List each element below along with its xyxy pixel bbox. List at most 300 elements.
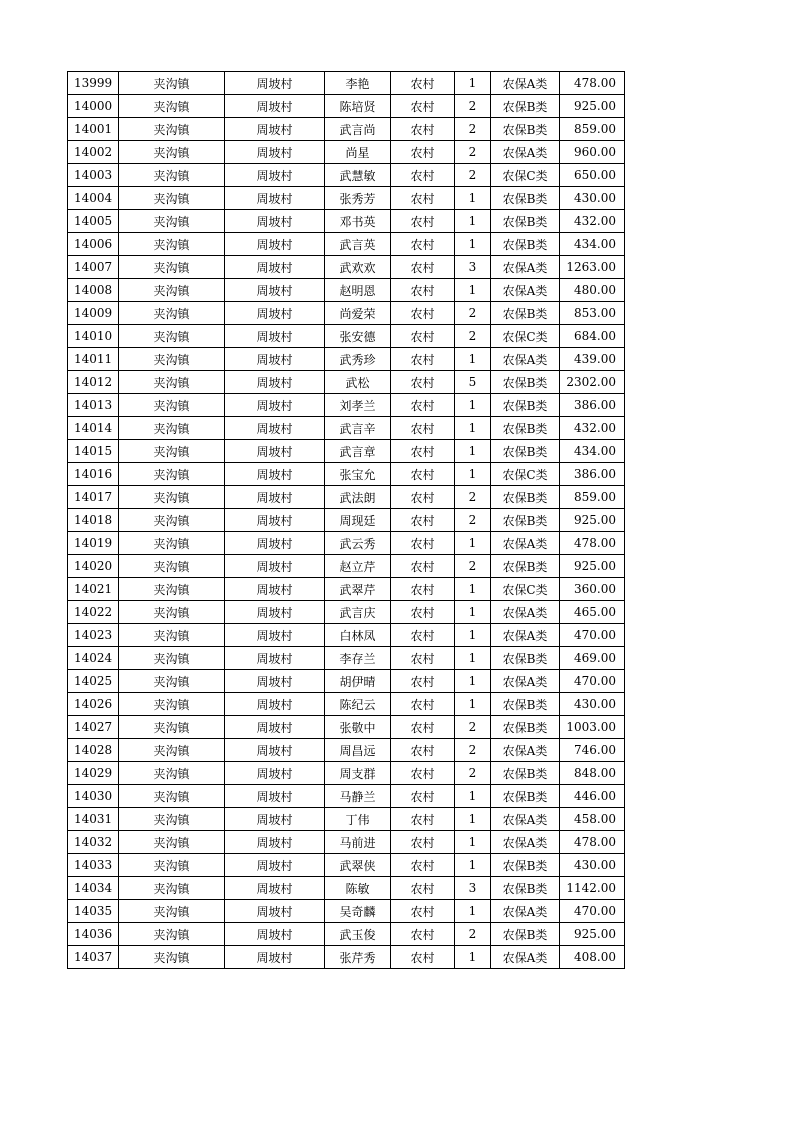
table-row — [68, 739, 625, 762]
household-count-cell: 1 — [455, 854, 491, 877]
record-id-cell: 14017 — [68, 486, 119, 509]
household-count-cell: 1 — [455, 578, 491, 601]
amount-cell: 430.00 — [560, 854, 625, 877]
area-type-cell: 农村 — [391, 325, 455, 348]
name-cell: 武言庆 — [325, 601, 391, 624]
record-id-cell: 14003 — [68, 164, 119, 187]
village-cell: 周坡村 — [225, 95, 325, 118]
town-cell: 夹沟镇 — [119, 532, 225, 555]
amount-cell: 432.00 — [560, 417, 625, 440]
household-count-cell: 2 — [455, 486, 491, 509]
table-row — [68, 72, 625, 95]
insurance-category-cell: 农保B类 — [491, 187, 560, 210]
table-row — [68, 371, 625, 394]
town-cell: 夹沟镇 — [119, 325, 225, 348]
record-id-cell: 14004 — [68, 187, 119, 210]
village-cell: 周坡村 — [225, 555, 325, 578]
amount-cell: 1003.00 — [560, 716, 625, 739]
village-cell: 周坡村 — [225, 877, 325, 900]
record-id-cell: 14034 — [68, 877, 119, 900]
name-cell: 邓书英 — [325, 210, 391, 233]
household-count-cell: 2 — [455, 141, 491, 164]
town-cell: 夹沟镇 — [119, 509, 225, 532]
area-type-cell: 农村 — [391, 716, 455, 739]
town-cell: 夹沟镇 — [119, 670, 225, 693]
town-cell: 夹沟镇 — [119, 762, 225, 785]
amount-cell: 430.00 — [560, 187, 625, 210]
town-cell: 夹沟镇 — [119, 578, 225, 601]
table-row — [68, 141, 625, 164]
household-count-cell: 1 — [455, 417, 491, 440]
area-type-cell: 农村 — [391, 141, 455, 164]
amount-cell: 925.00 — [560, 509, 625, 532]
name-cell: 赵明恩 — [325, 279, 391, 302]
household-count-cell: 3 — [455, 256, 491, 279]
record-id-cell: 14011 — [68, 348, 119, 371]
village-cell: 周坡村 — [225, 923, 325, 946]
amount-cell: 848.00 — [560, 762, 625, 785]
area-type-cell: 农村 — [391, 302, 455, 325]
town-cell: 夹沟镇 — [119, 946, 225, 969]
record-id-cell: 14026 — [68, 693, 119, 716]
table-row — [68, 601, 625, 624]
insurance-category-cell: 农保A类 — [491, 808, 560, 831]
village-cell: 周坡村 — [225, 532, 325, 555]
town-cell: 夹沟镇 — [119, 601, 225, 624]
area-type-cell: 农村 — [391, 670, 455, 693]
table-row — [68, 532, 625, 555]
household-count-cell: 1 — [455, 601, 491, 624]
village-cell: 周坡村 — [225, 624, 325, 647]
insurance-category-cell: 农保A类 — [491, 141, 560, 164]
table-row — [68, 256, 625, 279]
table-row — [68, 854, 625, 877]
table-row — [68, 348, 625, 371]
area-type-cell: 农村 — [391, 233, 455, 256]
household-count-cell: 2 — [455, 739, 491, 762]
insurance-category-cell: 农保B类 — [491, 95, 560, 118]
insurance-category-cell: 农保A类 — [491, 624, 560, 647]
household-count-cell: 1 — [455, 440, 491, 463]
village-cell: 周坡村 — [225, 394, 325, 417]
town-cell: 夹沟镇 — [119, 233, 225, 256]
town-cell: 夹沟镇 — [119, 394, 225, 417]
record-id-cell: 14027 — [68, 716, 119, 739]
table-row — [68, 95, 625, 118]
village-cell: 周坡村 — [225, 187, 325, 210]
name-cell: 武法朗 — [325, 486, 391, 509]
village-cell: 周坡村 — [225, 348, 325, 371]
town-cell: 夹沟镇 — [119, 785, 225, 808]
record-id-cell: 14021 — [68, 578, 119, 601]
village-cell: 周坡村 — [225, 739, 325, 762]
village-cell: 周坡村 — [225, 440, 325, 463]
insurance-category-cell: 农保B类 — [491, 118, 560, 141]
record-id-cell: 14020 — [68, 555, 119, 578]
household-count-cell: 1 — [455, 900, 491, 923]
insurance-category-cell: 农保B类 — [491, 762, 560, 785]
insurance-category-cell: 农保C类 — [491, 325, 560, 348]
town-cell: 夹沟镇 — [119, 463, 225, 486]
amount-cell: 470.00 — [560, 624, 625, 647]
insurance-category-cell: 农保A类 — [491, 946, 560, 969]
town-cell: 夹沟镇 — [119, 187, 225, 210]
area-type-cell: 农村 — [391, 440, 455, 463]
record-id-cell: 14029 — [68, 762, 119, 785]
village-cell: 周坡村 — [225, 716, 325, 739]
insurance-category-cell: 农保B类 — [491, 923, 560, 946]
town-cell: 夹沟镇 — [119, 141, 225, 164]
record-id-cell: 14031 — [68, 808, 119, 831]
insurance-category-cell: 农保B类 — [491, 394, 560, 417]
area-type-cell: 农村 — [391, 762, 455, 785]
area-type-cell: 农村 — [391, 946, 455, 969]
town-cell: 夹沟镇 — [119, 877, 225, 900]
amount-cell: 478.00 — [560, 831, 625, 854]
table-row — [68, 233, 625, 256]
area-type-cell: 农村 — [391, 279, 455, 302]
record-id-cell: 14009 — [68, 302, 119, 325]
town-cell: 夹沟镇 — [119, 348, 225, 371]
area-type-cell: 农村 — [391, 486, 455, 509]
record-id-cell: 14006 — [68, 233, 119, 256]
insurance-category-cell: 农保B类 — [491, 555, 560, 578]
village-cell: 周坡村 — [225, 72, 325, 95]
name-cell: 陈培贤 — [325, 95, 391, 118]
insurance-category-cell: 农保A类 — [491, 256, 560, 279]
household-count-cell: 1 — [455, 187, 491, 210]
name-cell: 吴奇麟 — [325, 900, 391, 923]
name-cell: 武松 — [325, 371, 391, 394]
table-row — [68, 164, 625, 187]
name-cell: 胡伊晴 — [325, 670, 391, 693]
record-id-cell: 14016 — [68, 463, 119, 486]
town-cell: 夹沟镇 — [119, 647, 225, 670]
name-cell: 周昌远 — [325, 739, 391, 762]
table-row — [68, 716, 625, 739]
household-count-cell: 2 — [455, 509, 491, 532]
name-cell: 张秀芳 — [325, 187, 391, 210]
record-id-cell: 14030 — [68, 785, 119, 808]
amount-cell: 925.00 — [560, 95, 625, 118]
amount-cell: 439.00 — [560, 348, 625, 371]
area-type-cell: 农村 — [391, 463, 455, 486]
insurance-category-cell: 农保A类 — [491, 739, 560, 762]
area-type-cell: 农村 — [391, 256, 455, 279]
insurance-category-cell: 农保B类 — [491, 371, 560, 394]
amount-cell: 360.00 — [560, 578, 625, 601]
amount-cell: 1263.00 — [560, 256, 625, 279]
town-cell: 夹沟镇 — [119, 808, 225, 831]
record-id-cell: 14023 — [68, 624, 119, 647]
name-cell: 武欢欢 — [325, 256, 391, 279]
town-cell: 夹沟镇 — [119, 854, 225, 877]
area-type-cell: 农村 — [391, 877, 455, 900]
area-type-cell: 农村 — [391, 95, 455, 118]
household-count-cell: 1 — [455, 394, 491, 417]
table-row — [68, 187, 625, 210]
amount-cell: 746.00 — [560, 739, 625, 762]
insurance-category-cell: 农保A类 — [491, 532, 560, 555]
table-row — [68, 624, 625, 647]
amount-cell: 386.00 — [560, 394, 625, 417]
household-count-cell: 2 — [455, 555, 491, 578]
village-cell: 周坡村 — [225, 785, 325, 808]
record-id-cell: 14032 — [68, 831, 119, 854]
amount-cell: 478.00 — [560, 532, 625, 555]
household-count-cell: 1 — [455, 463, 491, 486]
amount-cell: 458.00 — [560, 808, 625, 831]
area-type-cell: 农村 — [391, 693, 455, 716]
household-count-cell: 1 — [455, 624, 491, 647]
record-id-cell: 14010 — [68, 325, 119, 348]
amount-cell: 859.00 — [560, 118, 625, 141]
town-cell: 夹沟镇 — [119, 739, 225, 762]
table-row — [68, 325, 625, 348]
insurance-category-cell: 农保C类 — [491, 164, 560, 187]
name-cell: 白林凤 — [325, 624, 391, 647]
name-cell: 武玉俊 — [325, 923, 391, 946]
amount-cell: 469.00 — [560, 647, 625, 670]
town-cell: 夹沟镇 — [119, 486, 225, 509]
village-cell: 周坡村 — [225, 693, 325, 716]
area-type-cell: 农村 — [391, 72, 455, 95]
village-cell: 周坡村 — [225, 417, 325, 440]
household-count-cell: 1 — [455, 785, 491, 808]
area-type-cell: 农村 — [391, 164, 455, 187]
household-count-cell: 2 — [455, 762, 491, 785]
record-id-cell: 14002 — [68, 141, 119, 164]
amount-cell: 925.00 — [560, 555, 625, 578]
name-cell: 陈纪云 — [325, 693, 391, 716]
insurance-category-cell: 农保B类 — [491, 233, 560, 256]
village-cell: 周坡村 — [225, 371, 325, 394]
town-cell: 夹沟镇 — [119, 95, 225, 118]
village-cell: 周坡村 — [225, 325, 325, 348]
village-cell: 周坡村 — [225, 509, 325, 532]
insurance-category-cell: 农保C类 — [491, 463, 560, 486]
record-id-cell: 14015 — [68, 440, 119, 463]
household-count-cell: 1 — [455, 72, 491, 95]
town-cell: 夹沟镇 — [119, 900, 225, 923]
name-cell: 马前进 — [325, 831, 391, 854]
town-cell: 夹沟镇 — [119, 256, 225, 279]
household-count-cell: 1 — [455, 831, 491, 854]
area-type-cell: 农村 — [391, 923, 455, 946]
insurance-category-cell: 农保A类 — [491, 670, 560, 693]
household-count-cell: 1 — [455, 946, 491, 969]
village-cell: 周坡村 — [225, 762, 325, 785]
town-cell: 夹沟镇 — [119, 417, 225, 440]
household-count-cell: 2 — [455, 164, 491, 187]
household-count-cell: 5 — [455, 371, 491, 394]
town-cell: 夹沟镇 — [119, 371, 225, 394]
village-cell: 周坡村 — [225, 854, 325, 877]
record-id-cell: 13999 — [68, 72, 119, 95]
household-count-cell: 2 — [455, 95, 491, 118]
table-row — [68, 417, 625, 440]
household-count-cell: 2 — [455, 302, 491, 325]
record-id-cell: 14028 — [68, 739, 119, 762]
amount-cell: 470.00 — [560, 900, 625, 923]
table-row — [68, 808, 625, 831]
record-id-cell: 14037 — [68, 946, 119, 969]
household-count-cell: 1 — [455, 233, 491, 256]
table-row — [68, 555, 625, 578]
table-row — [68, 693, 625, 716]
name-cell: 武言辛 — [325, 417, 391, 440]
area-type-cell: 农村 — [391, 417, 455, 440]
name-cell: 武言英 — [325, 233, 391, 256]
insurance-category-cell: 农保B类 — [491, 210, 560, 233]
table-row — [68, 486, 625, 509]
record-id-cell: 14007 — [68, 256, 119, 279]
area-type-cell: 农村 — [391, 624, 455, 647]
area-type-cell: 农村 — [391, 900, 455, 923]
data-table — [67, 71, 625, 969]
amount-cell: 1142.00 — [560, 877, 625, 900]
table-row — [68, 900, 625, 923]
amount-cell: 465.00 — [560, 601, 625, 624]
record-id-cell: 14008 — [68, 279, 119, 302]
area-type-cell: 农村 — [391, 601, 455, 624]
name-cell: 张安德 — [325, 325, 391, 348]
insurance-category-cell: 农保B类 — [491, 785, 560, 808]
amount-cell: 480.00 — [560, 279, 625, 302]
household-count-cell: 2 — [455, 923, 491, 946]
area-type-cell: 农村 — [391, 854, 455, 877]
village-cell: 周坡村 — [225, 302, 325, 325]
table-row — [68, 578, 625, 601]
town-cell: 夹沟镇 — [119, 279, 225, 302]
name-cell: 陈敏 — [325, 877, 391, 900]
town-cell: 夹沟镇 — [119, 693, 225, 716]
table-row — [68, 647, 625, 670]
household-count-cell: 1 — [455, 348, 491, 371]
name-cell: 尚星 — [325, 141, 391, 164]
table-row — [68, 946, 625, 969]
table-row — [68, 279, 625, 302]
name-cell: 赵立芹 — [325, 555, 391, 578]
area-type-cell: 农村 — [391, 831, 455, 854]
village-cell: 周坡村 — [225, 141, 325, 164]
insurance-category-cell: 农保B类 — [491, 854, 560, 877]
name-cell: 马静兰 — [325, 785, 391, 808]
insurance-category-cell: 农保A类 — [491, 348, 560, 371]
household-count-cell: 2 — [455, 716, 491, 739]
insurance-category-cell: 农保A类 — [491, 601, 560, 624]
area-type-cell: 农村 — [391, 394, 455, 417]
name-cell: 尚爱荣 — [325, 302, 391, 325]
amount-cell: 925.00 — [560, 923, 625, 946]
record-id-cell: 14036 — [68, 923, 119, 946]
table-row — [68, 118, 625, 141]
amount-cell: 470.00 — [560, 670, 625, 693]
household-count-cell: 1 — [455, 647, 491, 670]
amount-cell: 432.00 — [560, 210, 625, 233]
insurance-category-cell: 农保B类 — [491, 440, 560, 463]
village-cell: 周坡村 — [225, 463, 325, 486]
insurance-category-cell: 农保B类 — [491, 417, 560, 440]
record-id-cell: 14018 — [68, 509, 119, 532]
town-cell: 夹沟镇 — [119, 831, 225, 854]
table-row — [68, 440, 625, 463]
area-type-cell: 农村 — [391, 532, 455, 555]
village-cell: 周坡村 — [225, 486, 325, 509]
record-id-cell: 14005 — [68, 210, 119, 233]
town-cell: 夹沟镇 — [119, 302, 225, 325]
household-count-cell: 1 — [455, 532, 491, 555]
amount-cell: 859.00 — [560, 486, 625, 509]
town-cell: 夹沟镇 — [119, 923, 225, 946]
name-cell: 刘孝兰 — [325, 394, 391, 417]
name-cell: 武秀珍 — [325, 348, 391, 371]
name-cell: 武言尚 — [325, 118, 391, 141]
name-cell: 丁伟 — [325, 808, 391, 831]
table-row — [68, 762, 625, 785]
record-id-cell: 14022 — [68, 601, 119, 624]
amount-cell: 853.00 — [560, 302, 625, 325]
town-cell: 夹沟镇 — [119, 624, 225, 647]
amount-cell: 434.00 — [560, 233, 625, 256]
record-id-cell: 14035 — [68, 900, 119, 923]
record-id-cell: 14000 — [68, 95, 119, 118]
name-cell: 李存兰 — [325, 647, 391, 670]
table-row — [68, 509, 625, 532]
record-id-cell: 14001 — [68, 118, 119, 141]
table-row — [68, 670, 625, 693]
insurance-category-cell: 农保A类 — [491, 279, 560, 302]
town-cell: 夹沟镇 — [119, 210, 225, 233]
amount-cell: 408.00 — [560, 946, 625, 969]
village-cell: 周坡村 — [225, 118, 325, 141]
insurance-category-cell: 农保B类 — [491, 716, 560, 739]
name-cell: 武云秀 — [325, 532, 391, 555]
village-cell: 周坡村 — [225, 210, 325, 233]
town-cell: 夹沟镇 — [119, 716, 225, 739]
record-id-cell: 14024 — [68, 647, 119, 670]
name-cell: 武翠侠 — [325, 854, 391, 877]
amount-cell: 446.00 — [560, 785, 625, 808]
name-cell: 张敬中 — [325, 716, 391, 739]
village-cell: 周坡村 — [225, 601, 325, 624]
name-cell: 武慧敏 — [325, 164, 391, 187]
table-row — [68, 923, 625, 946]
table-row — [68, 210, 625, 233]
town-cell: 夹沟镇 — [119, 118, 225, 141]
insurance-category-cell: 农保B类 — [491, 647, 560, 670]
area-type-cell: 农村 — [391, 647, 455, 670]
name-cell: 张芹秀 — [325, 946, 391, 969]
village-cell: 周坡村 — [225, 808, 325, 831]
name-cell: 张宝允 — [325, 463, 391, 486]
area-type-cell: 农村 — [391, 555, 455, 578]
town-cell: 夹沟镇 — [119, 555, 225, 578]
household-count-cell: 1 — [455, 279, 491, 302]
name-cell: 武言章 — [325, 440, 391, 463]
record-id-cell: 14014 — [68, 417, 119, 440]
insurance-category-cell: 农保B类 — [491, 693, 560, 716]
village-cell: 周坡村 — [225, 831, 325, 854]
area-type-cell: 农村 — [391, 371, 455, 394]
area-type-cell: 农村 — [391, 187, 455, 210]
insurance-category-cell: 农保A类 — [491, 831, 560, 854]
town-cell: 夹沟镇 — [119, 440, 225, 463]
village-cell: 周坡村 — [225, 256, 325, 279]
town-cell: 夹沟镇 — [119, 164, 225, 187]
table-row — [68, 463, 625, 486]
amount-cell: 960.00 — [560, 141, 625, 164]
